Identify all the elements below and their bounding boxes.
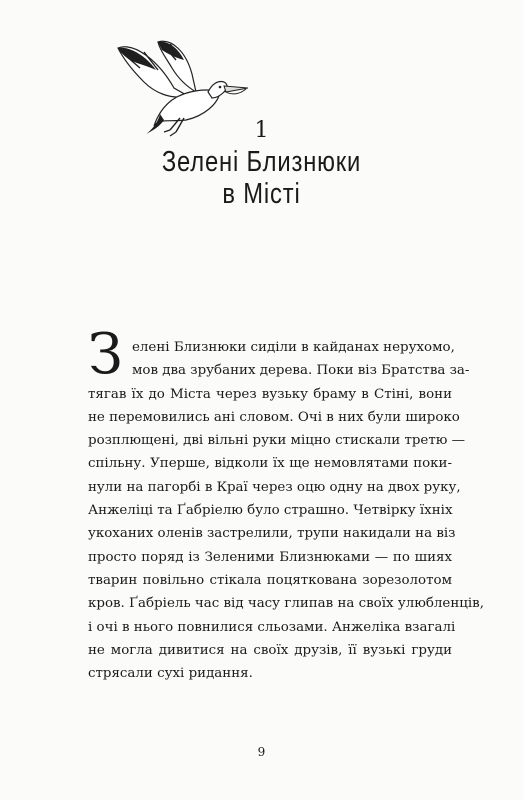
drop-cap: З — [88, 322, 123, 387]
text-line: тягав їх до Міста через вузьку браму в Стіні, вони — [88, 386, 452, 402]
chapter-title-line-1: Зелені Близнюки — [161, 146, 362, 178]
text-line: нули на пагорбі в Краї через оцю одну на двох руку, — [88, 479, 461, 495]
chapter-title — [47, 146, 476, 210]
text-line: укоханих оленів застрелили, трупи накидали на віз — [88, 526, 456, 542]
text-line: мов два зрубаних дерева. Поки віз Братства за- — [132, 363, 470, 379]
text-line: і очі в нього повнилися сльозами. Анжеліка взагалі — [88, 619, 456, 635]
text-line: не могла дивитися на своїх друзів, її вузькі груди — [88, 642, 452, 658]
text-line: елені Близнюки сиділи в кайданах нерухомо, — [132, 340, 455, 355]
body-paragraph — [88, 336, 484, 685]
chapter-number: 1 — [254, 118, 269, 143]
text-line: не перемовились ані словом. Очі в них були широко — [88, 409, 460, 425]
page-number: 9 — [257, 745, 266, 759]
text-line: спільну. Уперше, відколи їх ще немовлятами поки- — [88, 456, 452, 472]
text-line: просто поряд із Зеленими Близнюками — по шиях — [88, 549, 452, 565]
chapter-title-line-2: в Місті — [222, 178, 301, 210]
text-line: тварин повільно стікала поцяткована зорезолотом — [88, 572, 452, 588]
text-line: розплющені, дві вільні руки міцно стискали третю — — [88, 433, 466, 449]
text-line: Анжеліці та Ґабріелю було страшно. Четвірку їхніх — [88, 503, 453, 519]
text-line: стрясали сухі ридання. — [88, 666, 253, 682]
text-line: кров. Ґабріель час від часу глипав на своїх улюбленців, — [88, 596, 484, 612]
